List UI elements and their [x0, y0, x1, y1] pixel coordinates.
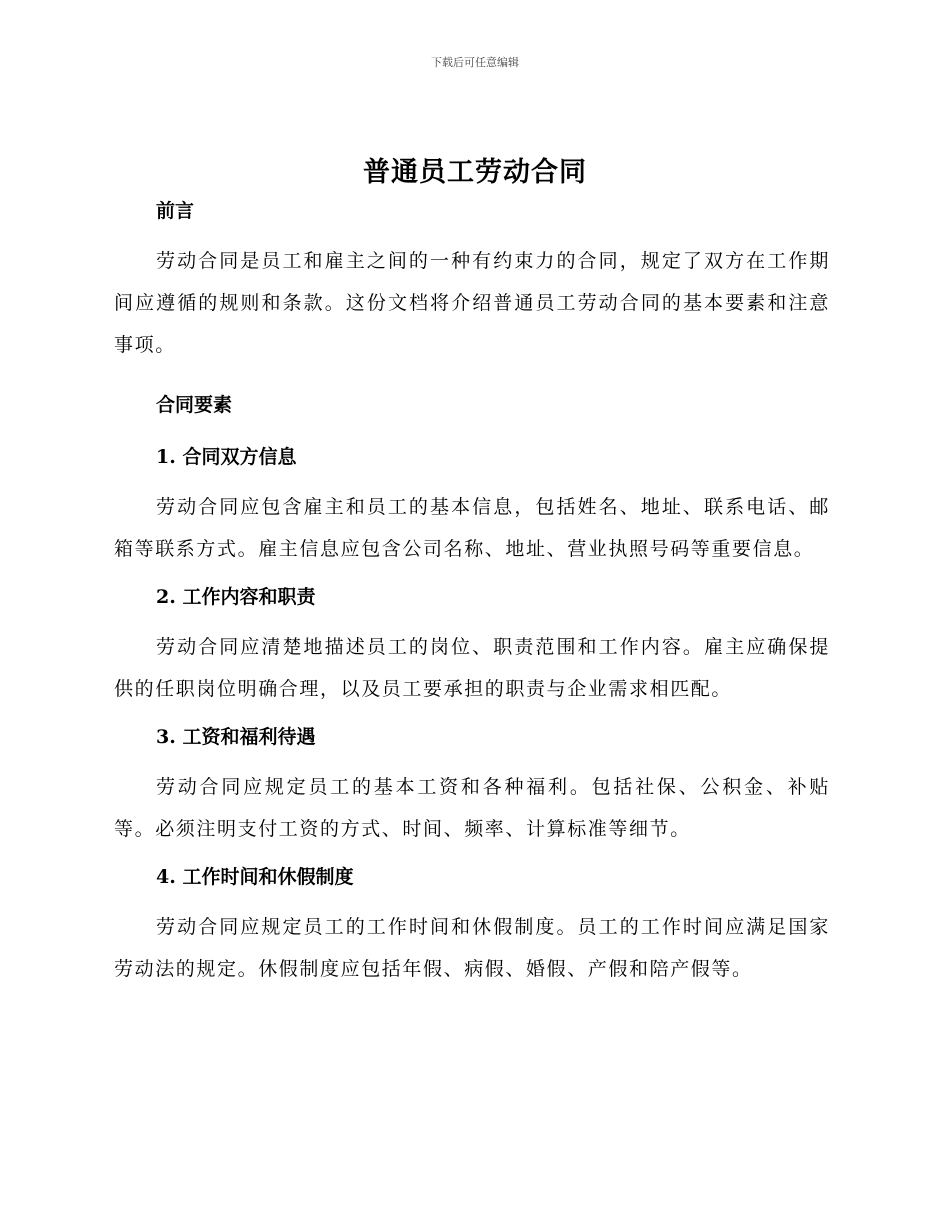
section-paragraph-item-3: 劳动合同应规定员工的基本工资和各种福利。包括社保、公积金、补贴等。必须注明支付工资的方式、时间、频率、计算标准等细节。 — [114, 776, 830, 840]
document-body — [114, 198, 830, 990]
section-heading-item-3: 3. 工资和福利待遇 — [156, 726, 316, 748]
section-paragraph-item-4: 劳动合同应规定员工的工作时间和休假制度。员工的工作时间应满足国家劳动法的规定。休假制度应包括年假、病假、婚假、产假和陪产假等。 — [114, 916, 830, 980]
section-paragraph-item-1: 劳动合同应包含雇主和员工的基本信息，包括姓名、地址、联系电话、邮箱等联系方式。雇主信息应包含公司名称、地址、营业执照号码等重要信息。 — [114, 496, 830, 560]
section-heading-preface: 前言 — [156, 200, 195, 222]
document-title: 普通员工劳动合同 — [363, 157, 587, 188]
section-paragraph-preface: 劳动合同是员工和雇主之间的一种有约束力的合同，规定了双方在工作期间应遵循的规则和条款。这份文档将介绍普通员工劳动合同的基本要素和注意事项。 — [114, 250, 830, 356]
section-heading-item-1: 1. 合同双方信息 — [156, 446, 297, 468]
section-heading-item-4: 4. 工作时间和休假制度 — [156, 866, 354, 888]
section-paragraph-item-2: 劳动合同应清楚地描述员工的岗位、职责范围和工作内容。雇主应确保提供的任职岗位明确合理，以及员工要承担的职责与企业需求相匹配。 — [114, 636, 830, 700]
section-heading-elements: 合同要素 — [156, 394, 233, 416]
section-heading-item-2: 2. 工作内容和职责 — [156, 586, 316, 608]
header-note: 下载后可任意编辑 — [431, 56, 519, 69]
